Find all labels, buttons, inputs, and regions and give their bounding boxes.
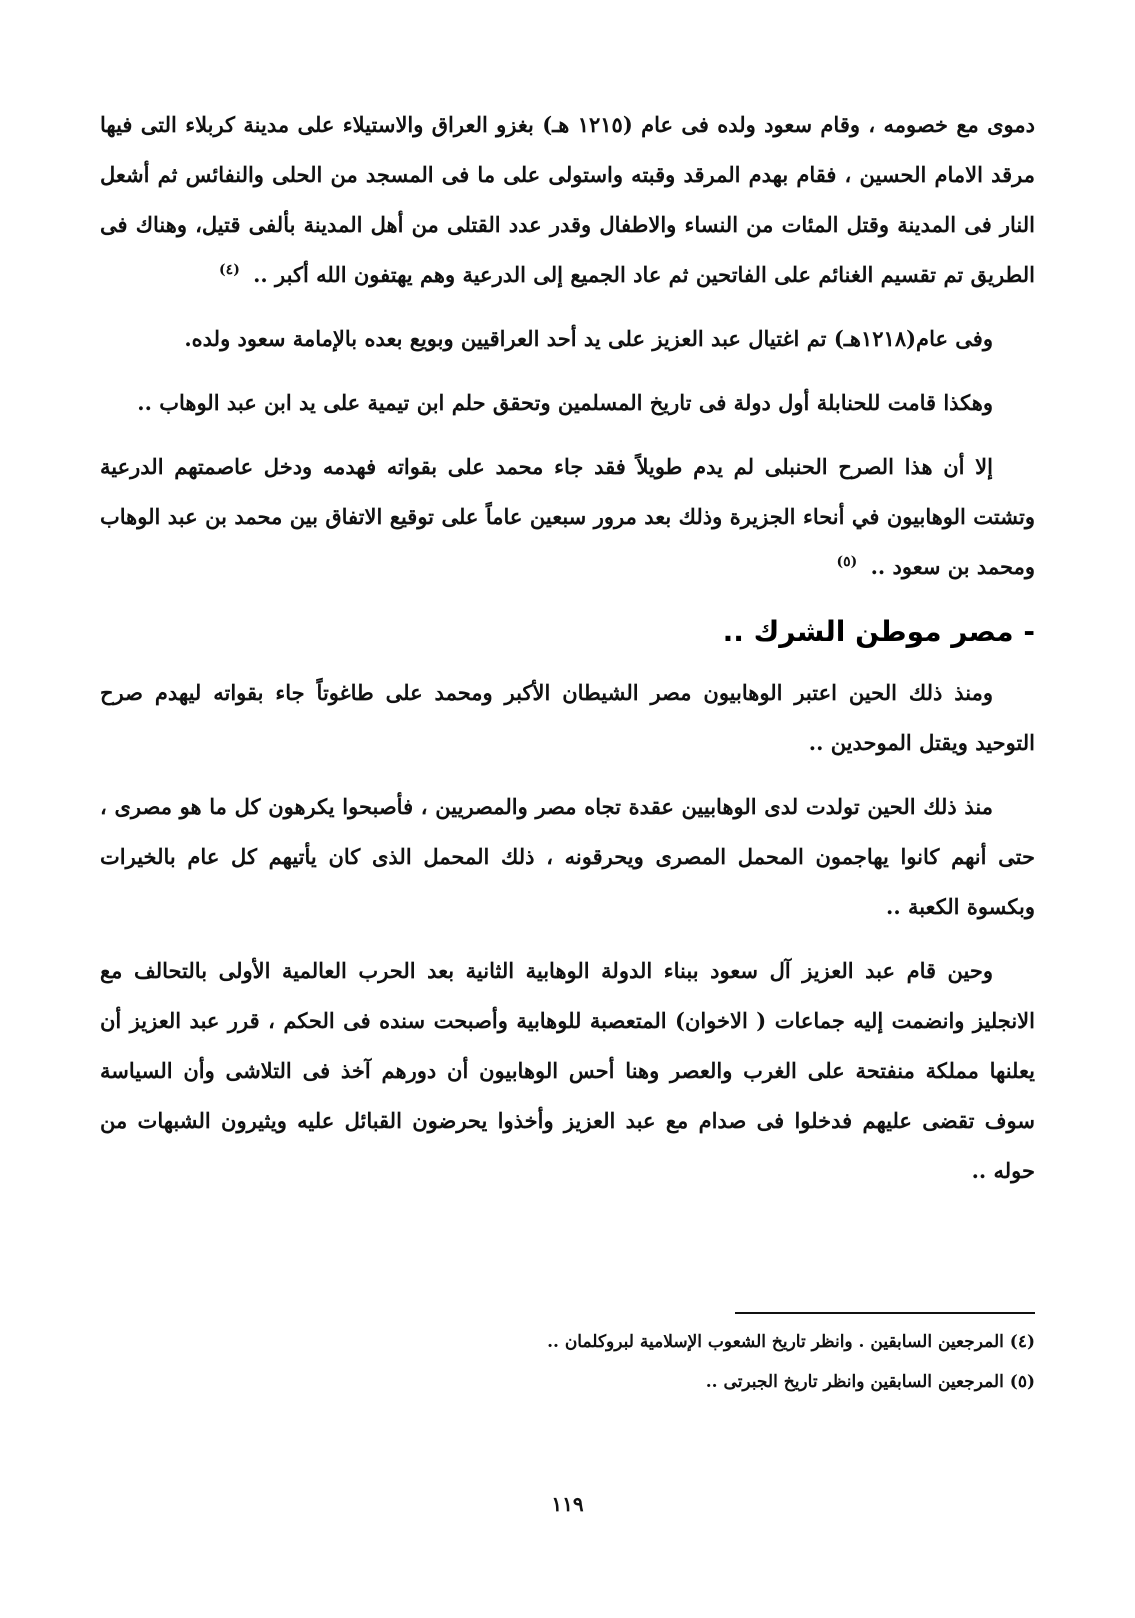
paragraph-7: وحين قام عبد العزيز آل سعود ببناء الدولة الوهابية الثانية بعد الحرب العالمية الأولى بالتحالف مع الانجليز وانضمت إليه جماعات ( الاخوان) المتعصبة للوهابية وأصبحت سنده فى الحكم ، قرر عبد العزيز أن يعلنها مملكة منفتحة على الغرب والعصر وهنا أحس الوهابيون أن دورهم آخذ فى التلاشى وأن السياسة سوف تقضى عليهم فدخلوا فى صدام مع عبد العزيز وأخذوا يحرضون القبائل عليه ويثيرون الشبهات من حوله .. xyxy=(100,958,1035,1183)
paragraph-1-line-2: كربلاء التى فيها مرقد الامام الحسين ، فقام بهدم المرقد وقبته واستولى على ما فى المسجد xyxy=(100,112,1035,187)
paragraph-3: وهكذا قامت للحنابلة أول دولة فى تاريخ المسلمين وتحقق حلم ابن تيمية على يد ابن عبد الوهاب .. xyxy=(137,390,993,415)
footnote-5: (٥) المرجعين السابقين وانظر تاريخ الجبرتى .. xyxy=(705,1372,1035,1392)
footnote-divider xyxy=(735,1312,1035,1314)
paragraph-1-line-5: الجميع إلى الدرعية وهم يهتفون الله أكبر .. xyxy=(253,262,626,287)
footnotes xyxy=(135,1312,1035,1402)
paragraph-1-line-4: القتلى من أهل المدينة بألفى قتيل، وهناك فى الطريق تم تقسيم الغنائم على الفاتحين ثم عاد xyxy=(100,212,1035,287)
paragraph-1-line-3: من الحلى والنفائس ثم أشعل النار فى المدينة وقتل المئات من النساء والاطفال وقدر عدد xyxy=(100,162,1035,237)
paragraph-1-line-1: دموى مع خصومه ، وقام سعود ولده فى عام (١٢١٥ هـ) بغزو العراق والاستيلاء على مدينة xyxy=(243,112,1036,137)
section-heading: - مصر موطن الشرك .. xyxy=(722,615,1035,648)
page-body xyxy=(100,100,1035,1210)
footnote-4: (٤) المرجعين السابقين . وانظر تاريخ الشعوب الإسلامية لبروكلمان .. xyxy=(547,1332,1035,1352)
paragraph-5: ومنذ ذلك الحين اعتبر الوهابيون مصر الشيطان الأكبر ومحمد على طاغوتاً جاء بقواته ليهدم صرح التوحيد ويقتل الموحدين .. xyxy=(100,680,1035,755)
paragraph-4 xyxy=(100,442,1035,592)
footnote-ref-5: (٥) xyxy=(836,554,858,570)
paragraph-4-text: إلا أن هذا الصرح الحنبلى لم يدم طويلاً فقد جاء محمد على بقواته فهدمه ودخل عاصمتهم الدرعية وتشتت الوهابيون في أنحاء الجزيرة وذلك بعد مرور سبعين عاماً على توقيع الاتفاق بين محمد بن عبد الوهاب ومحمد بن سعود .. xyxy=(100,454,1035,579)
paragraph-6: منذ ذلك الحين تولدت لدى الوهابيين عقدة تجاه مصر والمصريين ، فأصبحوا يكرهون كل ما هو مصرى ، حتى أنهم كانوا يهاجمون المحمل المصرى ويحرقونه ، ذلك المحمل الذى كان يأتيهم كل عام بالخيرات وبكسوة الكعبة .. xyxy=(100,794,1035,919)
paragraph-2: وفى عام(١٢١٨هـ) تم اغتيال عبد العزيز على يد أحد العراقيين وبويع بعده بالإمامة سعود ولده. xyxy=(184,326,993,351)
footnote-ref-4: (٤) xyxy=(219,262,240,278)
paragraph-1 xyxy=(100,100,1035,300)
page-number: ١١٩ xyxy=(551,1492,584,1516)
